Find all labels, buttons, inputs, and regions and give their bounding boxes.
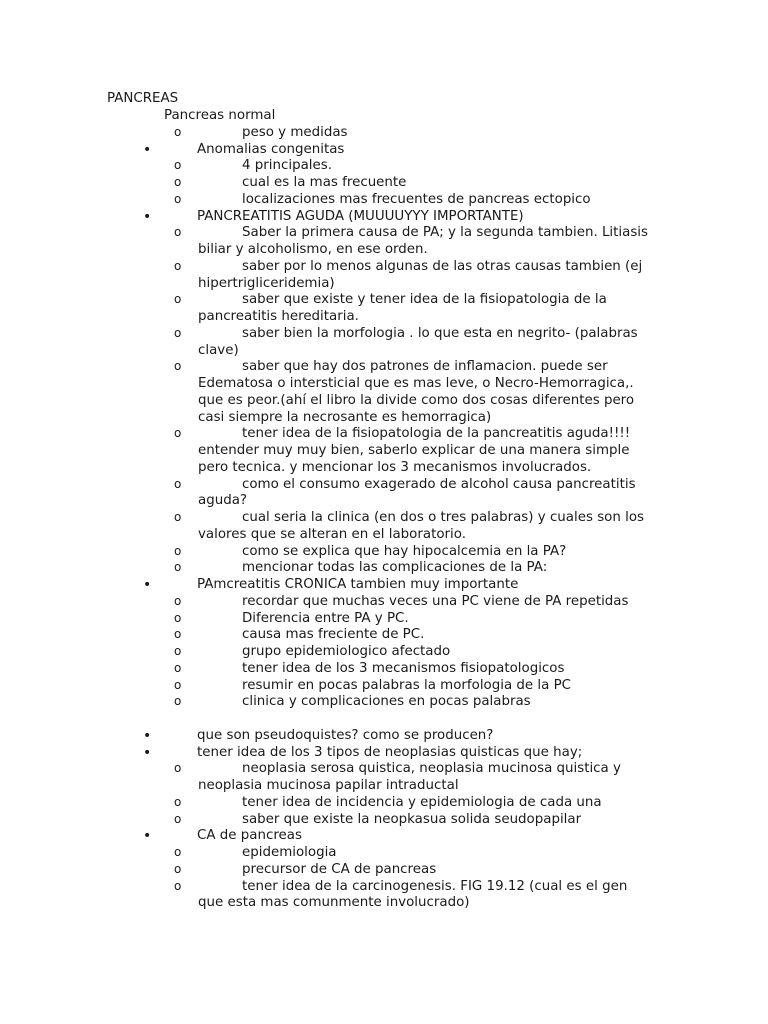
section-heading: PAmcreatitis CRONICA tambien muy importante: [197, 577, 519, 592]
circle-marker: o: [174, 124, 182, 139]
list-item-text: Edematosa o intersticial que es mas leve, o Necro-Hemorragica,.: [198, 376, 634, 391]
list-item-text: entender muy muy bien, saberlo explicar de una manera simple: [198, 443, 630, 458]
list-item-text: saber que existe la neopkasua solida seudopapilar: [242, 811, 582, 827]
list-item-text: tener idea de la carcinogenesis. FIG 19.12 (cual es el gen: [242, 878, 628, 894]
circle-marker: o: [174, 426, 182, 441]
circle-marker: o: [174, 694, 182, 709]
list-item-text: neoplasia mucinosa papilar intraductal: [198, 778, 459, 793]
circle-marker: o: [174, 476, 182, 491]
list-item-text: que esta mas comunmente involucrado): [198, 895, 470, 911]
list-item-text: Saber la primera causa de PA; y la segunda tambien. Litiasis: [242, 225, 649, 241]
list-item-text: saber que hay dos patrones de inflamacion. puede ser: [242, 359, 608, 375]
circle-marker: o: [174, 510, 182, 524]
list-item-text: precursor de CA de pancreas: [242, 861, 437, 877]
circle-marker: o: [174, 560, 182, 575]
circle-marker: o: [174, 292, 182, 307]
bullet-marker: •: [143, 828, 152, 845]
list-item-text: hipertrigliceridemia): [198, 275, 335, 291]
circle-marker: o: [174, 610, 182, 625]
circle-marker: o: [174, 644, 182, 658]
circle-marker: o: [174, 627, 182, 642]
bullet-marker: •: [143, 727, 152, 744]
list-item-text: saber por lo menos algunas de las otras causas tambien (ej: [242, 258, 643, 274]
section-heading: Anomalias congenitas: [197, 141, 345, 157]
list-item-text: cual seria la clinica (en dos o tres palabras) y cuales son los: [242, 510, 644, 525]
list-item-text: que es peor.(ahí el libro la divide como dos cosas diferentes pero: [198, 392, 635, 408]
section-heading: CA de pancreas: [197, 828, 302, 844]
circle-marker: o: [174, 158, 182, 173]
list-item-text: pero tecnica. y mencionar los 3 mecanismos involucrados.: [198, 459, 592, 475]
circle-marker: o: [174, 258, 182, 273]
list-item-text: valores que se alteran en el laboratorio.: [198, 526, 466, 542]
document-title: PANCREAS: [107, 91, 179, 106]
list-item-text: epidemiologia: [242, 845, 337, 860]
circle-marker: o: [174, 811, 182, 826]
list-item-text: localizaciones mas frecuentes de pancreas ectopico: [242, 191, 591, 207]
list-item-text: Diferencia entre PA y PC.: [242, 610, 409, 626]
list-item-text: aguda?: [198, 493, 248, 509]
circle-marker: o: [174, 761, 182, 776]
list-item-text: pancreatitis hereditaria.: [198, 309, 359, 324]
circle-marker: o: [174, 593, 182, 608]
list-item-text: grupo epidemiologico afectado: [242, 644, 451, 659]
list-item-text: tener idea de la fisiopatologia de la pancreatitis aguda!!!!: [242, 426, 631, 442]
list-item-text: como se explica que hay hipocalcemia en la PA?: [242, 543, 567, 559]
list-item-text: recordar que muchas veces una PC viene de PA repetidas: [242, 593, 629, 609]
bullet-marker: •: [143, 577, 152, 593]
circle-marker: o: [174, 225, 182, 240]
circle-marker: o: [174, 794, 182, 809]
sub-heading: Pancreas normal: [164, 108, 276, 123]
list-item-text: como el consumo exagerado de alcohol causa pancreatitis: [242, 476, 636, 492]
list-item-text: 4 principales.: [242, 158, 332, 174]
list-item-text: causa mas freciente de PC.: [242, 627, 425, 643]
list-item-text: mencionar todas las complicaciones de la PA:: [242, 560, 548, 576]
circle-marker: o: [174, 845, 182, 859]
circle-marker: o: [174, 191, 182, 206]
list-item-text: neoplasia serosa quistica, neoplasia mucinosa quistica y: [242, 761, 621, 777]
bullet-marker: •: [143, 208, 152, 225]
circle-marker: o: [174, 359, 182, 374]
list-item-text: casi siempre la necrosante es hemorragica): [198, 409, 492, 425]
list-item-text: tener idea de incidencia y epidemiologia de cada una: [242, 794, 602, 810]
circle-marker: o: [174, 878, 182, 893]
section-heading: que son pseudoquistes? como se producen?: [197, 727, 494, 743]
circle-marker: o: [174, 175, 182, 189]
list-item-text: resumir en pocas palabras la morfologia de la PC: [242, 677, 572, 693]
bullet-marker: •: [143, 141, 152, 158]
list-item-text: saber bien la morfologia . lo que esta en negrito- (palabras: [242, 325, 638, 341]
section-heading: tener idea de los 3 tipos de neoplasias quisticas que hay;: [197, 744, 583, 760]
list-item-text: cual es la mas frecuente: [242, 175, 407, 190]
list-item-text: biliar y alcoholismo, en ese orden.: [198, 242, 428, 257]
section-heading: PANCREATITIS AGUDA (MUUUUYYY IMPORTANTE): [197, 208, 524, 224]
circle-marker: o: [174, 660, 182, 675]
list-item-text: clave): [198, 342, 239, 358]
list-item-text: saber que existe y tener idea de la fisiopatologia de la: [242, 292, 607, 308]
list-item-text: tener idea de los 3 mecanismos fisiopatologicos: [242, 660, 565, 676]
circle-marker: o: [174, 325, 182, 340]
circle-marker: o: [174, 677, 182, 692]
bullet-marker: •: [143, 744, 152, 761]
circle-marker: o: [174, 543, 182, 558]
list-item-text: clinica y complicaciones en pocas palabras: [242, 694, 531, 710]
circle-marker: o: [174, 861, 182, 876]
list-item-text: peso y medidas: [242, 124, 348, 140]
